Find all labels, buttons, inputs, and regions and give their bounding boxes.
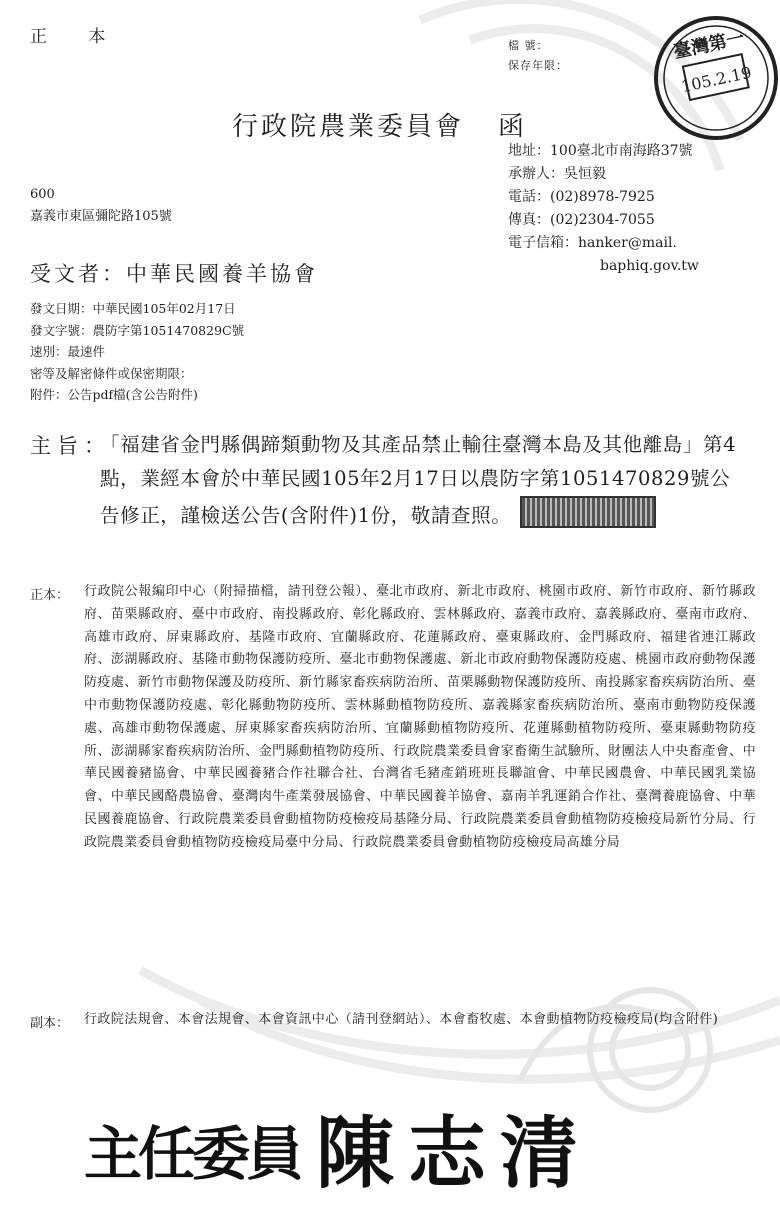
letter-header bbox=[232, 106, 527, 143]
retention-period-label: 保存年限： bbox=[508, 59, 568, 72]
issue-date: 發文日期：中華民國105年02月17日 bbox=[30, 301, 236, 316]
subject-text-block bbox=[100, 428, 750, 533]
document-type: 函 bbox=[498, 112, 528, 142]
contact-phone: 電話：(02)8978-7925 bbox=[508, 189, 655, 205]
document-metadata bbox=[30, 298, 244, 406]
agency-name: 行政院農業委員會 bbox=[232, 112, 465, 142]
postal-code: 600 bbox=[30, 187, 55, 202]
recipient: 受文者：中華民國養羊協會 bbox=[30, 262, 318, 286]
signature-name: 陳志清 bbox=[316, 1108, 593, 1192]
subject-text: 「福建省金門縣偶蹄類動物及其產品禁止輸往臺灣本島及其他離島」第4點，業經本會於中華民國105年2月17日以農防字第1051470829號公告修正，謹檢送公告(含附件)1份，敬請查照。 bbox=[100, 433, 737, 527]
contact-email-continued: baphiq.gov.tw bbox=[600, 258, 699, 274]
official-seal-mark bbox=[520, 496, 656, 528]
stamp-text: 臺灣第一 bbox=[671, 27, 747, 63]
urgency: 速別：最速件 bbox=[30, 344, 106, 359]
street-address: 嘉義市東區彌陀路105號 bbox=[30, 209, 172, 224]
file-number-label: 檔 號： bbox=[508, 39, 549, 52]
copy-recipients-list: 行政院法規會、本會法規會、本會資訊中心（請刊登網站）、本會畜牧處、本會動植物防疫檢疫局(均含附件) bbox=[84, 1012, 719, 1027]
sender-contact-block bbox=[508, 140, 699, 278]
original-recipients-label: 正本： bbox=[30, 588, 70, 603]
archive-info bbox=[508, 36, 568, 76]
subject-label: 主旨： bbox=[30, 434, 111, 458]
signature bbox=[84, 1096, 644, 1192]
original-recipients-list: 行政院公報編印中心（附掃描檔，請刊登公報）、臺北市政府、新北市政府、桃園市政府、新竹市政府、新竹縣政府、苗栗縣政府、臺中市政府、南投縣政府、彰化縣政府、雲林縣政府、嘉義市政府、嘉義縣政府、臺南市政府、高雄市政府、屏東縣政府、基隆市政府、宜蘭縣政府、花蓮縣政府、臺東縣政府、金門縣政府、福建省連江縣政府、澎湖縣政府、基隆市動物保護防疫所、臺北市動物保護處、新北市政府動物保護防疫處、桃園市政府動物保護防疫處、新竹市動物保護及防疫所、新竹縣家畜疾病防治所、苗栗縣動物保護防疫所、南投縣家畜疾病防治所、臺中市動物保護防疫處、彰化縣動物防疫所、雲林縣動植物防疫所、嘉義縣家畜疾病防治所、臺南市動物防疫保護處、高雄市動物保護處、屏東縣家畜疾病防治所、宜蘭縣動植物防疫所、花蓮縣動植物防疫所、臺東縣動物防疫所、澎湖縣家畜疾病防治所、金門縣動植物防疫所、行政院農業委員會家畜衛生試驗所、財團法人中央畜產會、中華民國養豬協會、中華民國養豬合作社聯合社、台灣省毛豬產銷班班長聯誼會、中華民國農會、中華民國乳業協會、中華民國酪農協會、臺灣肉牛產業發展協會、中華民國養羊協會、嘉南羊乳運銷合作社、臺灣養鹿協會、中華民國養鹿協會、行政院農業委員會動植物防疫檢疫局基隆分局、行政院農業委員會動植物防疫檢疫局新竹分局、行政院農業委員會動植物防疫檢疫局臺中分局、行政院農業委員會動植物防疫檢疫局高雄分局 bbox=[84, 584, 756, 850]
contact-fax: 傳真：(02)2304-7055 bbox=[508, 212, 655, 228]
contact-person: 承辦人：吳恒毅 bbox=[508, 166, 606, 182]
attachment: 附件：公告pdf檔(含公告附件) bbox=[30, 387, 198, 402]
sender-address: 地址：100臺北市南海路37號 bbox=[508, 143, 693, 159]
contact-email: 電子信箱：hanker@mail. bbox=[508, 235, 677, 251]
signature-title: 主任委員 bbox=[84, 1120, 301, 1188]
copy-recipients-label: 副本： bbox=[30, 1016, 70, 1031]
security-level: 密等及解密條件或保密期限： bbox=[30, 365, 193, 381]
stamp-date: 105.2.19 bbox=[679, 62, 754, 97]
copy-mark: 正 本 bbox=[30, 27, 124, 47]
received-stamp bbox=[646, 8, 780, 148]
recipient-address bbox=[30, 184, 172, 228]
document-number: 發文字號：農防字第1051470829C號 bbox=[30, 322, 245, 338]
